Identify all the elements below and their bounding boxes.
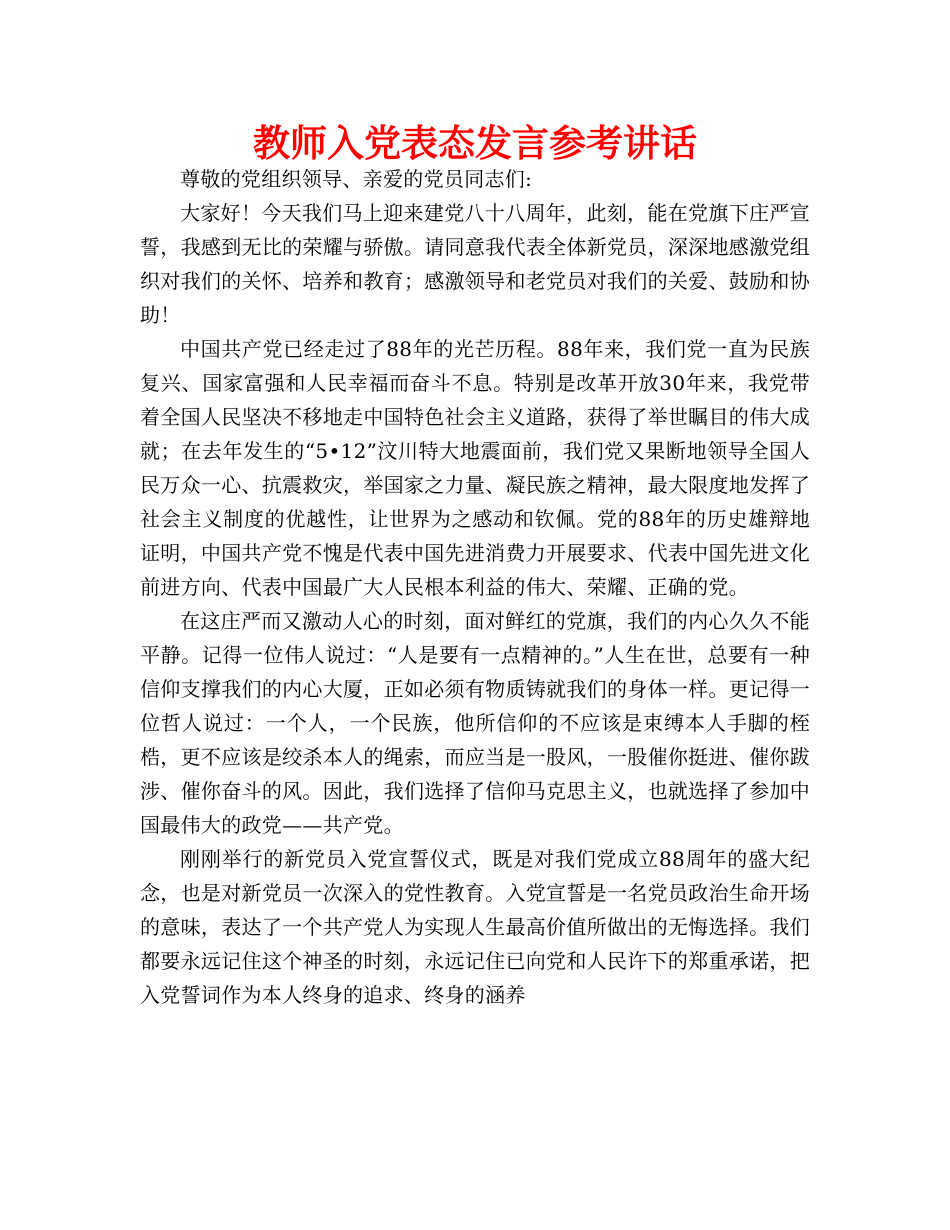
salutation: 尊敬的党组织领导、亲爱的党员同志们: xyxy=(180,167,533,191)
paragraph-2: 中国共产党已经走过了88年的光芒历程。88年来，我们党一直为民族复兴、国家富强和人民幸福而奋斗不息。特别是改革开放30年来，我党带着全国人民坚决不移地走中国特色社会主义道路，获得了举世瞩目的伟大成就；在去年发生的“5•12”汶川特大地震面前，我们党又果断地领导全国人民万众一心、抗震救灾，举国家之力量、凝民族之精神，最大限度地发挥了社会主义制度的优越性，让世界为之感动和钦佩。党的88年的历史雄辩地证明，中国共产党不愧是代表中国先进消费力开展要求、代表中国先进文化前进方向、代表中国最广大人民根本利益的伟大、荣耀、正确的党。 xyxy=(140,337,810,599)
paragraph-1: 大家好！今天我们马上迎来建党八十八周年，此刻，能在党旗下庄严宣誓，我感到无比的荣耀与骄傲。请同意我代表全体新党员，深深地感激党组织对我们的关怀、培养和教育；感激领导和老党员对我们的关爱、鼓励和协助！ xyxy=(140,201,810,327)
document-body xyxy=(140,162,810,1012)
paragraph-4: 刚刚举行的新党员入党宣誓仪式，既是对我们党成立88周年的盛大纪念，也是对新党员一次深入的党性教育。入党宣誓是一名党员政治生命开场的意味，表达了一个共产党人为实现人生最高价值所做出的无悔选择。我们都要永远记住这个神圣的时刻，永远记住已向党和人民许下的郑重承诺，把入党誓词作为本人终身的追求、终身的涵养 xyxy=(140,847,810,1007)
paragraph-3: 在这庄严而又激动人心的时刻，面对鲜红的党旗，我们的内心久久不能平静。记得一位伟人说过：“人是要有一点精神的。”人生在世，总要有一种信仰支撑我们的内心大厦，正如必须有物质铸就我们的身体一样。更记得一位哲人说过：一个人，一个民族，他所信仰的不应该是束缚本人手脚的桎梏，更不应该是绞杀本人的绳索，而应当是一股风，一股催你挺进、催你跋涉、催你奋斗的风。因此，我们选择了信仰马克思主义，也就选择了参加中国最伟大的政党——共产党。 xyxy=(140,609,810,837)
document-title: 教师入党表态发言参考讲话 xyxy=(253,122,697,165)
